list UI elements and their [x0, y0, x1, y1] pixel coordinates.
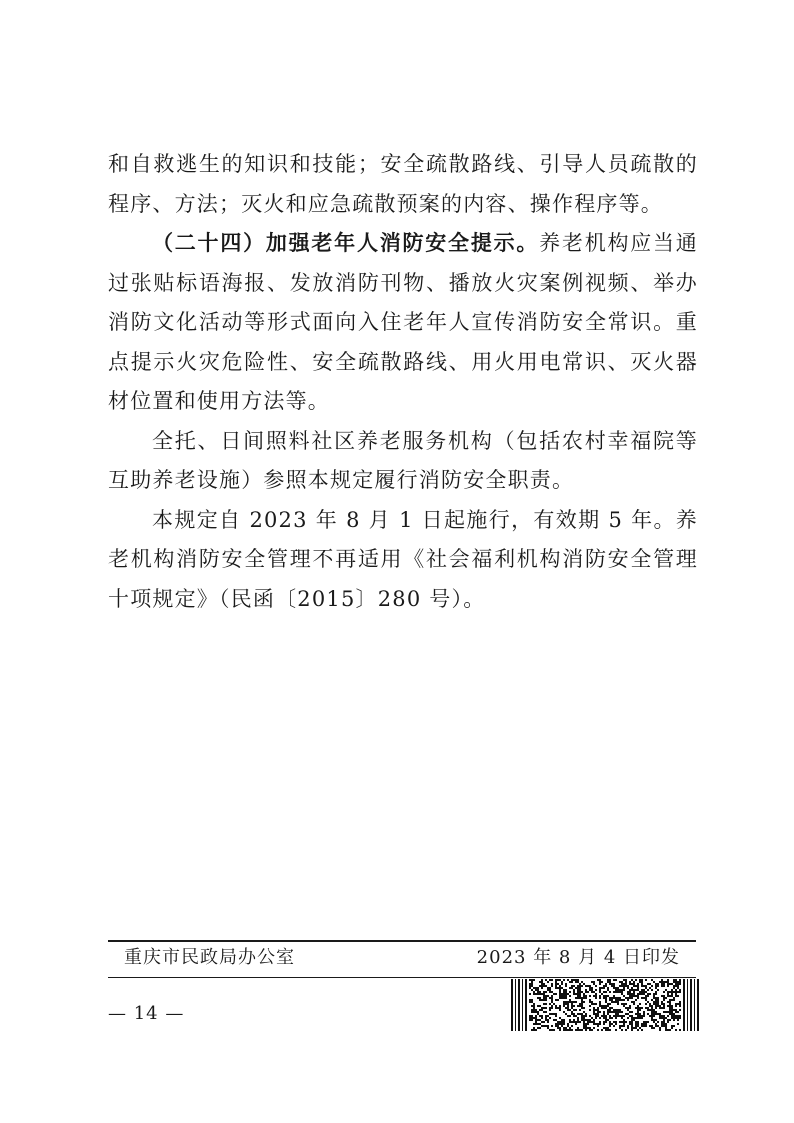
- page-number: — 14 —: [108, 1003, 185, 1024]
- footer-top-rule: [108, 940, 696, 942]
- issuer-name: 重庆市民政局办公室: [124, 947, 295, 968]
- paragraph-2: [108, 224, 698, 422]
- paragraph-1-text: 和自救逃生的知识和技能；安全疏散路线、引导人员疏散的程序、方法；灭火和应急疏散预案的内容、操作程序等。: [108, 152, 698, 216]
- section-heading: （二十四）加强老年人消防安全提示。: [152, 231, 540, 255]
- paragraph-3: [108, 422, 698, 501]
- paragraph-2-text: 养老机构应当通过张贴标语海报、发放消防刊物、播放火灾案例视频、举办消防文化活动等形式面向入住老年人宣传消防安全常识。重点提示火灾危险性、安全疏散路线、用火用电常识、灭火器材位置和使用方法等。: [108, 231, 698, 413]
- paragraph-4: [108, 501, 698, 620]
- footer-bottom-rule: [108, 977, 696, 978]
- document-body: [108, 145, 698, 619]
- paragraph-3-text: 全托、日间照料社区养老服务机构（包括农村幸福院等互助养老设施）参照本规定履行消防安全职责。: [108, 428, 698, 492]
- barcode-image: [511, 979, 699, 1031]
- issue-date: 2023 年 8 月 4 日印发: [476, 947, 680, 968]
- paragraph-4-text: 本规定自 2023 年 8 月 1 日起施行，有效期 5 年。养老机构消防安全管理不再适用《社会福利机构消防安全管理十项规定》（民函〔2015〕280 号）。: [108, 507, 698, 611]
- paragraph-1: [108, 145, 698, 224]
